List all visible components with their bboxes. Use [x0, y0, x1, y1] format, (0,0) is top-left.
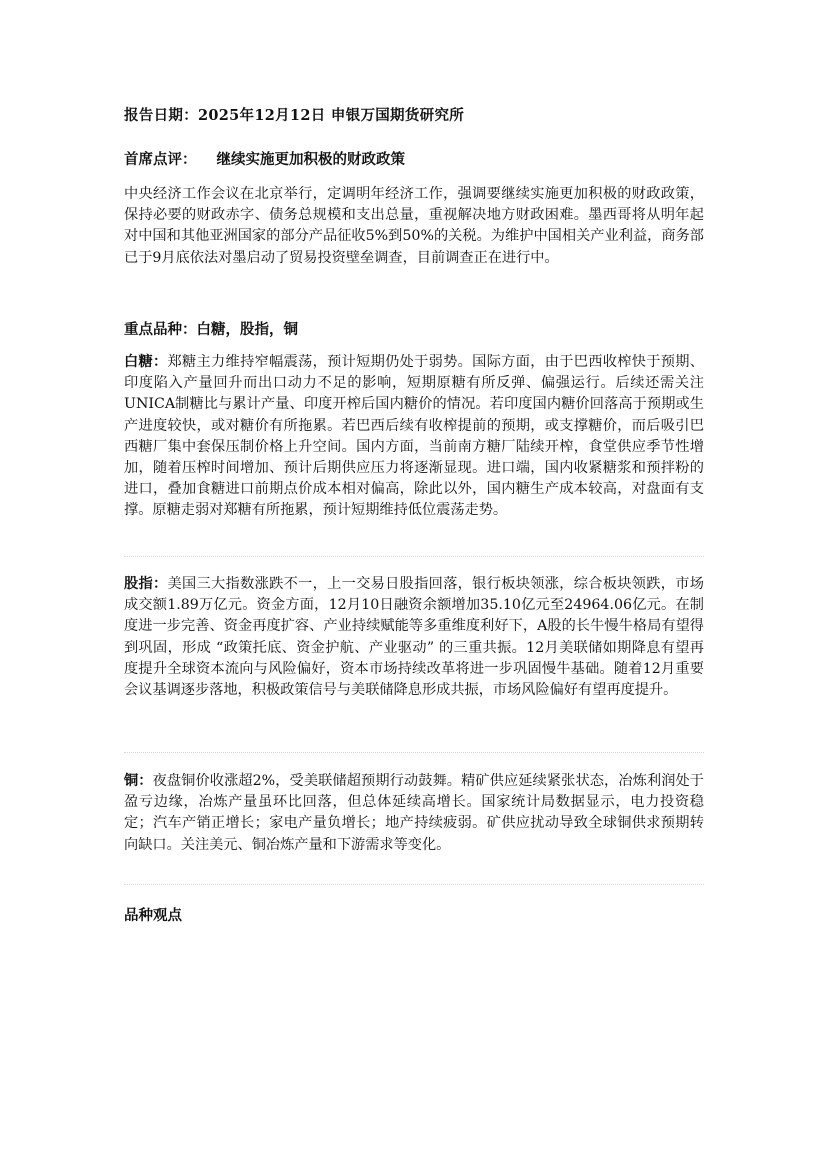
stock-index-label: 股指： [124, 576, 168, 592]
chief-comment-body: 中央经济工作会议在北京举行，定调明年经济工作，强调要继续实施更加积极的财政政策，保持必要的财政赤字、债务总规模和支出总量，重视解决地方财政困难。墨西哥将从明年起对中国和其他亚洲国家的部分产品征收5%到50%的关税。为维护中国相关产业利益，商务部已于9月底依法对墨启动了贸易投资壁垒调查，目前调查正在进行中。 [124, 186, 704, 266]
stock-index-body: 美国三大指数涨跌不一，上一交易日股指回落，银行板块领涨，综合板块领跌，市场成交额1.89万亿元。资金方面，12月10日融资余额增加35.10亿元至24964.06亿元。在制度进一步完善、资金再度扩容、产业持续赋能等多重维度利好下，A股的长牛慢牛格局有望得到巩固，形成 “政策托底、资金护航、产业驱动” 的三重共振。12月美联储如期降息有望再度提升全球资本流向与风险偏好，资本市场持续改革将进一步巩固慢牛基础。随着12月重要会议基调逐步落地，积极政策信号与美联储降息形成共振，市场风险偏好有望再度提升。 [124, 576, 704, 699]
copper-section [124, 771, 704, 856]
report-date-header: 报告日期：2025年12月12日 申银万国期货研究所 [124, 107, 465, 124]
chief-comment-title: 继续实施更加积极的财政政策 [216, 151, 405, 168]
section-divider [124, 884, 704, 885]
key-varieties-heading: 重点品种：白糖，股指，铜 [124, 321, 298, 338]
section-divider [124, 556, 704, 557]
chief-comment-heading [124, 148, 405, 169]
stock-index-section [124, 574, 704, 701]
variety-views-heading: 品种观点 [124, 907, 182, 924]
section-divider [124, 752, 704, 753]
copper-label: 铜： [124, 773, 153, 789]
sugar-body: 郑糖主力维持窄幅震荡，预计短期仍处于弱势。国际方面，由于巴西收榨快于预期、印度陷入产量回升而出口动力不足的影响，短期原糖有所反弹、偏强运行。后续还需关注UNICA制糖比与累计产量、印度开榨后国内糖价的情况。若印度国内糖价回落高于预期或生产进度较快，或对糖价有所拖累。若巴西后续有收榨提前的预期，或支撑糖价，而后吸引巴西糖厂集中套保压制价格上升空间。国内方面，当前南方糖厂陆续开榨，食堂供应季节性增加，随着压榨时间增加、预计后期供应压力将逐渐显现。进口端，国内收紧糖浆和预拌粉的进口，叠加食糖进口前期点价成本相对偏高，除此以外，国内糖生产成本较高，对盘面有支撑。原糖走弱对郑糖有所拖累，预计短期维持低位震荡走势。 [124, 354, 704, 519]
chief-comment-label: 首席点评： [124, 151, 197, 168]
sugar-section [124, 352, 704, 522]
copper-body: 夜盘铜价收涨超2%，受美联储超预期行动鼓舞。精矿供应延续紧张状态，冶炼利润处于盈亏边缘，冶炼产量虽环比回落，但总体延续高增长。国家统计局数据显示，电力投资稳定；汽车产销正增长；家电产量负增长；地产持续疲弱。矿供应扰动导致全球铜供求预期转向缺口。关注美元、铜冶炼产量和下游需求等变化。 [124, 773, 704, 853]
sugar-label: 白糖： [124, 354, 168, 370]
